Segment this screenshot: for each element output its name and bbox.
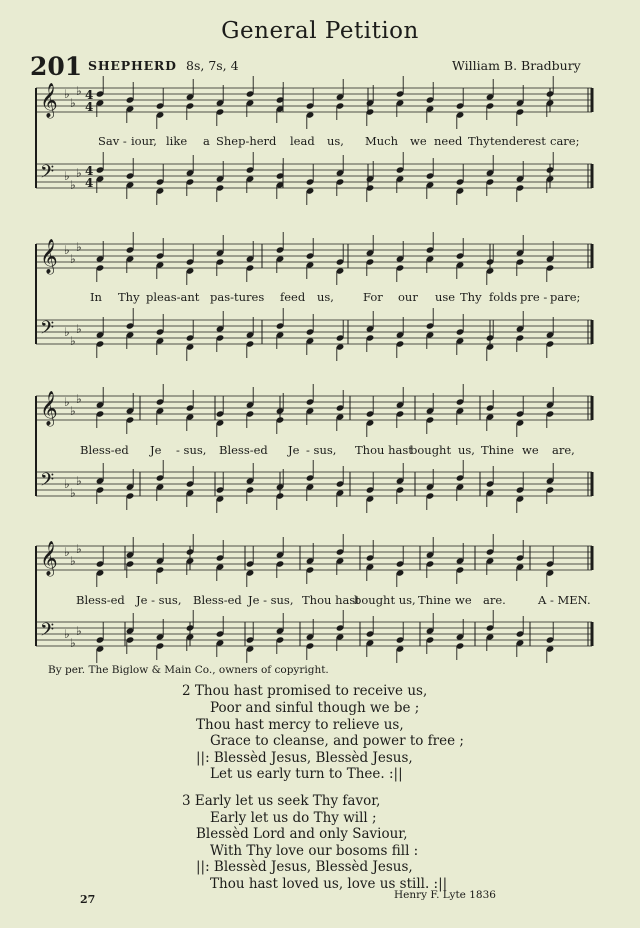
lyric-syllable: folds [489, 290, 518, 304]
verse-line: Thou hast mercy to relieve us, [196, 717, 404, 733]
treble-clef: 𝄞 [40, 391, 58, 426]
verse-line: Poor and sinful though we be ; [210, 700, 420, 716]
verse-line: Early let us do Thy will ; [210, 810, 377, 826]
hymn-section-title: General Petition [221, 18, 419, 44]
lyric-syllable: Thy [118, 290, 140, 304]
flat-sign: ♭ [64, 545, 70, 559]
flat-sign: ♭ [64, 395, 70, 409]
lyric-syllable: a [203, 134, 210, 148]
bass-clef: 𝄢 [40, 470, 55, 495]
lyric-syllable: bought us, [354, 593, 416, 607]
flat-sign: ♭ [70, 404, 76, 418]
flat-sign: ♭ [70, 554, 76, 568]
composer: William B. Bradbury [452, 58, 581, 73]
hymn-number: 201 [30, 52, 83, 81]
lyric-syllable: lead [290, 134, 315, 148]
lyric-syllable: care; [550, 134, 580, 148]
lyric-syllable: us, [327, 134, 344, 148]
lyric-syllable: Je - sus, [136, 593, 182, 607]
verse-line: Let us early turn to Thee. :|| [210, 766, 403, 782]
time-signature: 4 [85, 100, 94, 114]
flat-sign: ♭ [64, 243, 70, 257]
flat-sign: ♭ [64, 325, 70, 339]
lyric-syllable: Bless-ed [219, 443, 268, 457]
lyric-syllable: bought [410, 443, 452, 457]
lyric-syllable: Shep-herd [216, 134, 277, 148]
page-number: 27 [80, 893, 96, 906]
lyric-syllable: For [363, 290, 383, 304]
time-signature: 4 [85, 176, 94, 190]
lyric-syllable: we [410, 134, 427, 148]
verse-line: 3 Early let us seek Thy favor, [182, 793, 381, 809]
lyric-syllable: our [398, 290, 418, 304]
bass-clef: 𝄢 [40, 620, 55, 645]
verse-line: ||: Blessèd Jesus, Blessèd Jesus, [196, 859, 413, 875]
lyric-syllable: Bless-ed [76, 593, 125, 607]
treble-clef: 𝄞 [40, 83, 58, 118]
lyric-syllable: like [166, 134, 188, 148]
flat-sign: ♭ [64, 87, 70, 101]
lyric-syllable: us, [458, 443, 475, 457]
lyric-syllable: are, [552, 443, 575, 457]
lyric-syllable: - sus, [306, 443, 337, 457]
lyric-syllable: Thine [418, 593, 451, 607]
verse-line: Thou hast loved us, love us still. :|| [210, 876, 448, 892]
hymn-author: Henry F. Lyte 1836 [394, 889, 496, 901]
flat-sign: ♭ [70, 178, 76, 192]
lyric-syllable: we [455, 593, 472, 607]
lyric-syllable: pas-tures [210, 290, 265, 304]
flat-sign: ♭ [76, 542, 82, 556]
lyric-syllable: Thy [460, 290, 482, 304]
lyric-syllable: Thy [468, 134, 490, 148]
treble-clef: 𝄞 [40, 239, 58, 274]
lyric-syllable: tenderest [490, 134, 546, 148]
lyric-syllable: Thou hast [355, 443, 413, 457]
treble-clef: 𝄞 [40, 541, 58, 576]
flat-sign: ♭ [76, 84, 82, 98]
lyric-syllable: need [434, 134, 463, 148]
verse-line: ||: Blessèd Jesus, Blessèd Jesus, [196, 750, 413, 766]
lyric-syllable: feed [280, 290, 306, 304]
bass-clef: 𝄢 [40, 162, 55, 187]
flat-sign: ♭ [76, 322, 82, 336]
flat-sign: ♭ [76, 474, 82, 488]
bass-clef: 𝄢 [40, 318, 55, 343]
flat-sign: ♭ [76, 392, 82, 406]
flat-sign: ♭ [70, 334, 76, 348]
lyric-syllable: - sus, [176, 443, 207, 457]
lyric-syllable: Je - sus, [248, 593, 294, 607]
lyric-syllable: use [435, 290, 456, 304]
flat-sign: ♭ [70, 96, 76, 110]
lyric-syllable: Je [288, 443, 300, 457]
lyric-syllable: pare; [550, 290, 581, 304]
flat-sign: ♭ [64, 169, 70, 183]
lyric-syllable: pleas-ant [146, 290, 200, 304]
tune-name: SHEPHERD [88, 58, 177, 73]
lyric-syllable: Much [365, 134, 399, 148]
lyric-syllable: Bless-ed [193, 593, 242, 607]
lyric-syllable: A - MEN. [538, 593, 591, 607]
lyric-syllable: Thine [481, 443, 514, 457]
lyric-syllable: iour, [131, 134, 157, 148]
lyric-syllable: we [522, 443, 539, 457]
verse-line: Blessèd Lord and only Saviour, [196, 826, 408, 842]
verse-line: Grace to cleanse, and power to free ; [210, 733, 464, 749]
lyric-syllable: Bless-ed [80, 443, 129, 457]
lyric-syllable: Sav - [98, 134, 127, 148]
flat-sign: ♭ [64, 627, 70, 641]
meter: 8s, 7s, 4 [186, 58, 239, 73]
time-signature: 4 [85, 164, 94, 178]
time-signature: 4 [85, 88, 94, 102]
flat-sign: ♭ [70, 486, 76, 500]
lyric-syllable: In [90, 290, 102, 304]
lyric-syllable: pre - [520, 290, 548, 304]
lyric-syllable: Je [150, 443, 162, 457]
flat-sign: ♭ [76, 166, 82, 180]
lyric-syllable: Thou hast [302, 593, 360, 607]
lyric-syllable: us, [317, 290, 334, 304]
flat-sign: ♭ [64, 477, 70, 491]
verse-line: With Thy love our bosoms fill : [210, 843, 419, 859]
flat-sign: ♭ [70, 252, 76, 266]
flat-sign: ♭ [76, 240, 82, 254]
flat-sign: ♭ [70, 636, 76, 650]
verse-line: 2 Thou hast promised to receive us, [182, 683, 428, 699]
flat-sign: ♭ [76, 624, 82, 638]
lyric-syllable: are. [483, 593, 506, 607]
copyright-note: By per. The Biglow & Main Co., owners of copyright. [48, 664, 329, 676]
